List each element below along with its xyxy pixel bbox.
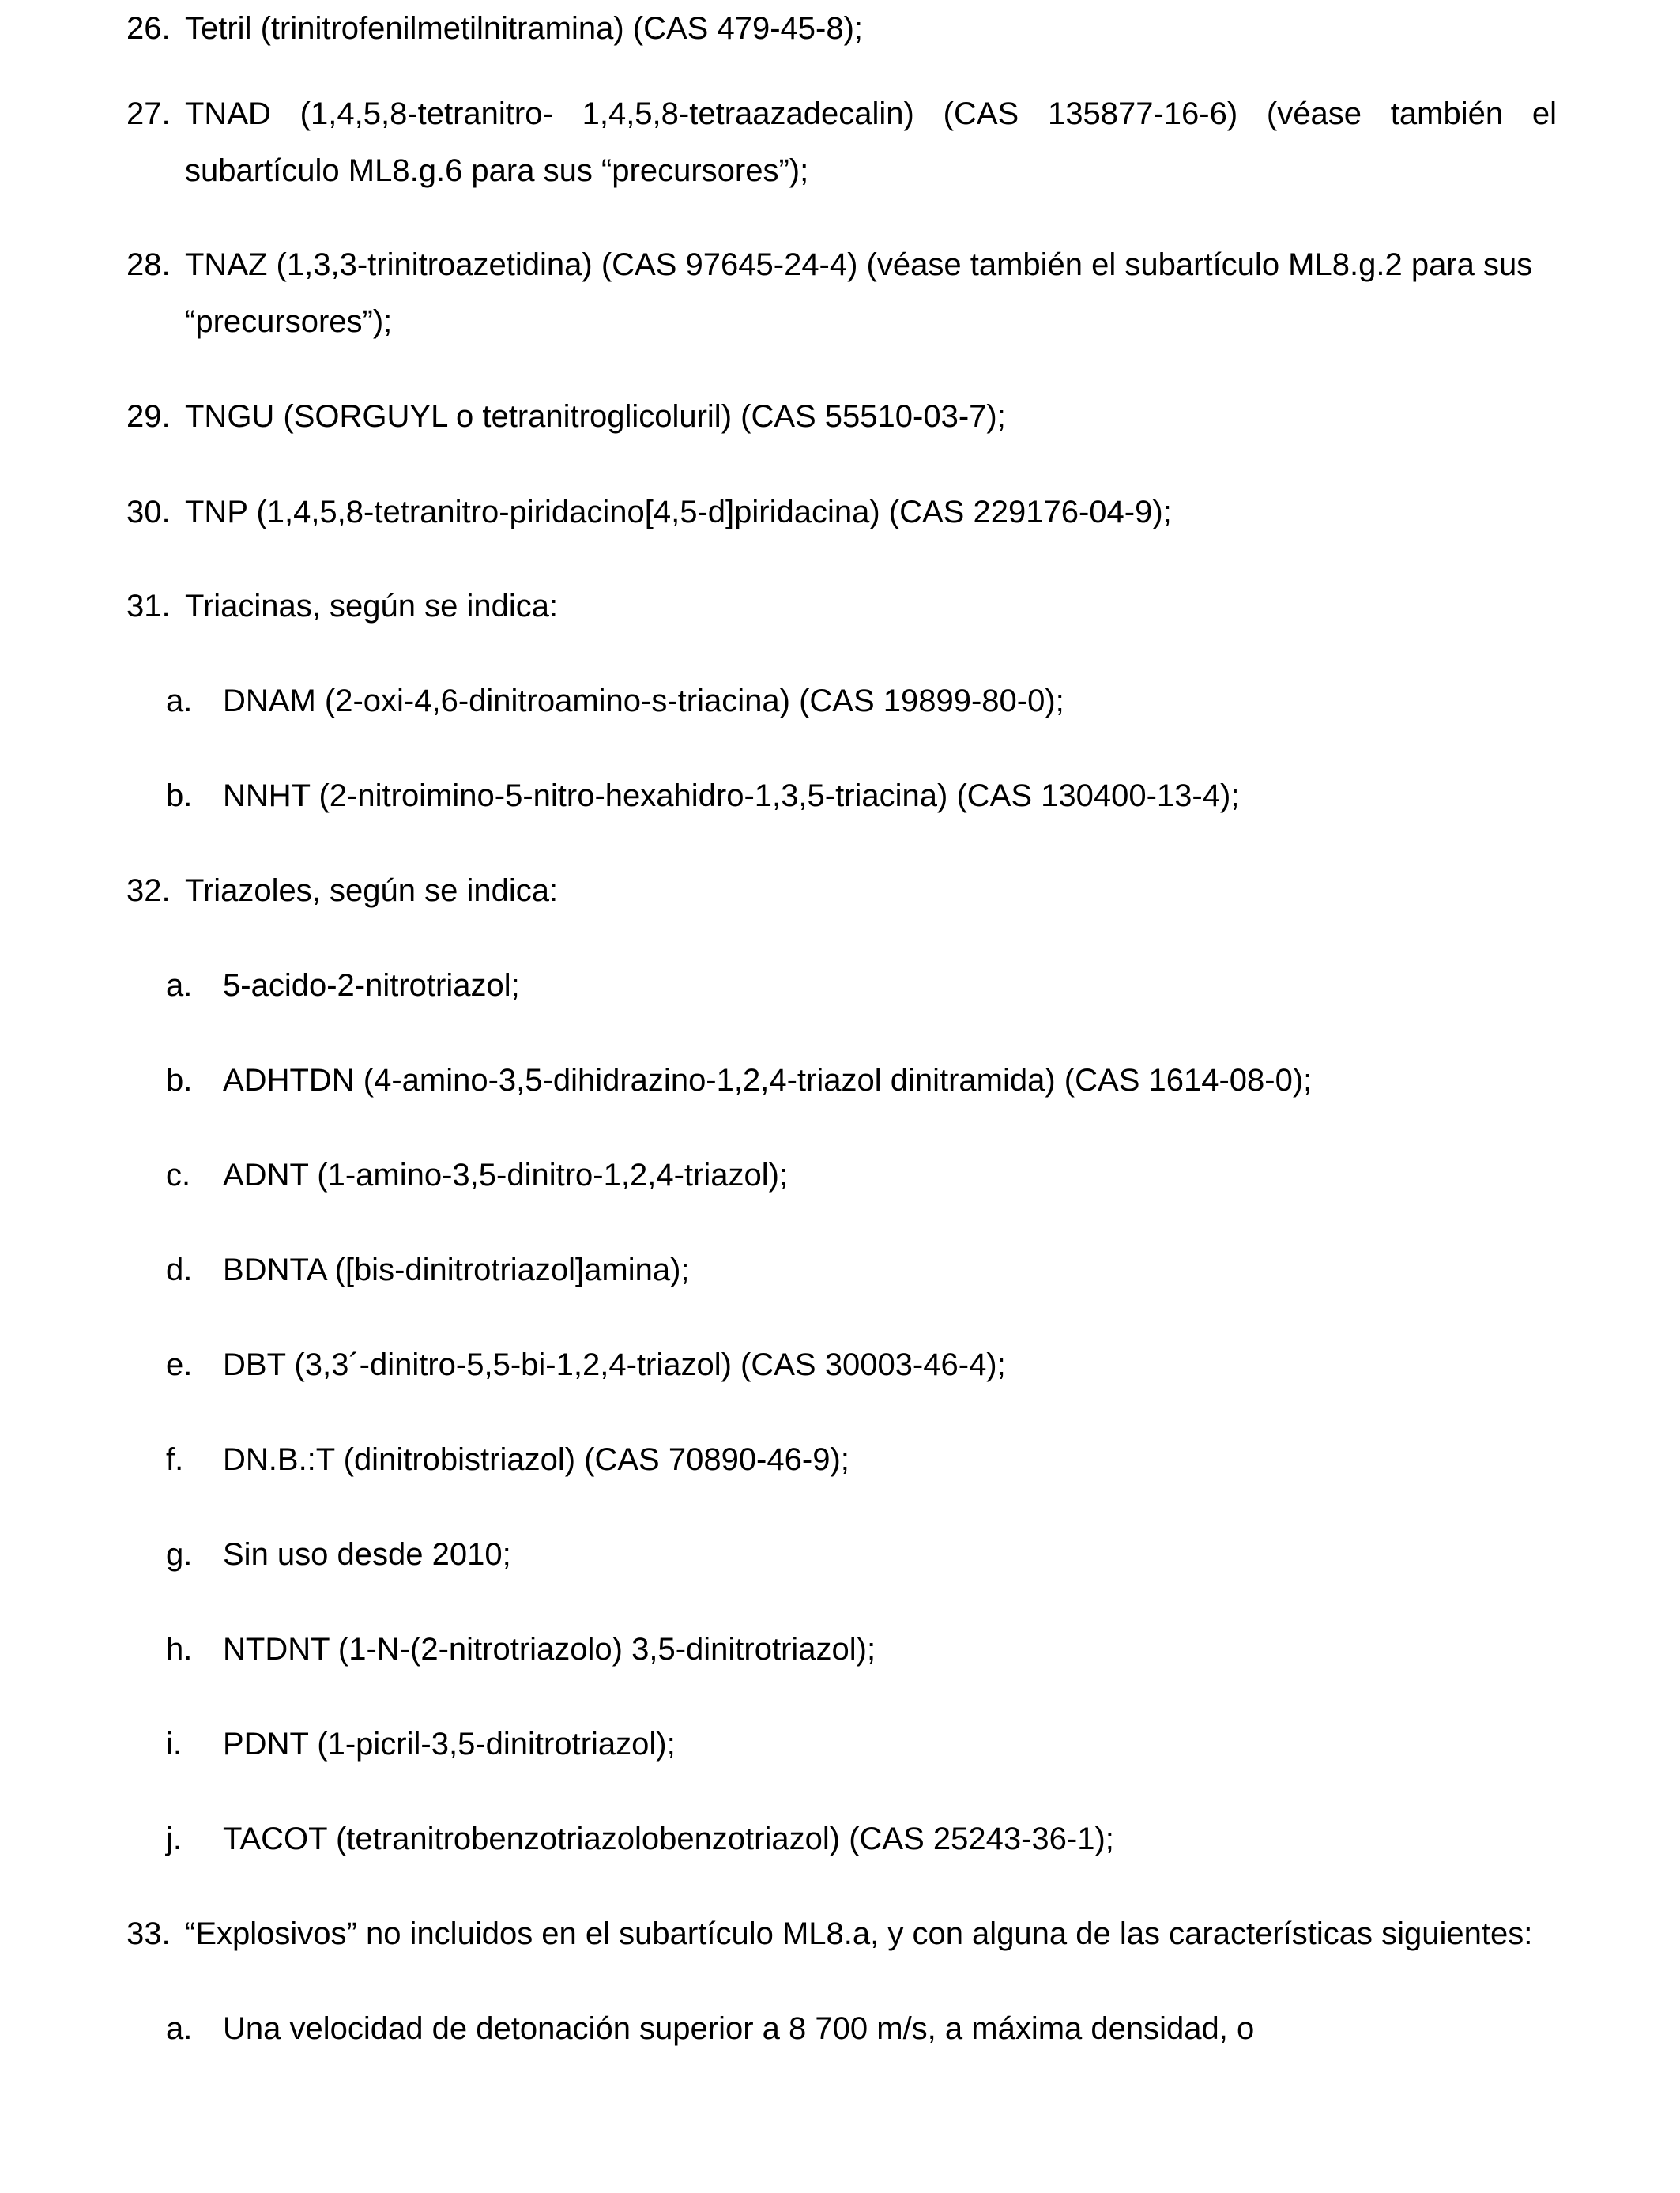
sub-item-text: Sin uso desde 2010; xyxy=(223,1537,511,1572)
item-text: TNAZ (1,3,3-trinitroazetidina) (CAS 97645-24-4) (véase también el subartículo ML8.g.2 para sus xyxy=(185,247,1533,282)
sub-item-letter: h. xyxy=(166,1632,193,1667)
sub-item-letter: b. xyxy=(166,1063,193,1098)
item-text: Tetril (trinitrofenilmetilnitramina) (CAS 479-45-8); xyxy=(185,11,864,46)
sub-item-text: 5-acido-2-nitrotriazol; xyxy=(223,968,520,1003)
item-text: Triacinas, según se indica: xyxy=(185,589,559,624)
sub-item-text: NTDNT (1-N-(2-nitrotriazolo) 3,5-dinitrotriazol); xyxy=(223,1632,876,1667)
item-number: 32. xyxy=(126,873,171,908)
sub-item-letter: b. xyxy=(166,778,193,813)
sub-item-letter: a. xyxy=(166,2011,193,2046)
item-number: 28. xyxy=(126,247,171,282)
sub-item-letter: g. xyxy=(166,1537,193,1572)
sub-item-letter: i. xyxy=(166,1727,182,1762)
sub-item-text: ADNT (1-amino-3,5-dinitro-1,2,4-triazol); xyxy=(223,1158,789,1193)
sub-item-letter: a. xyxy=(166,684,193,718)
item-number: 27. xyxy=(126,96,171,131)
sub-item-letter: f. xyxy=(166,1442,184,1477)
item-number: 26. xyxy=(126,11,171,46)
sub-item-letter: a. xyxy=(166,968,193,1003)
sub-item-text: ADHTDN (4-amino-3,5-dihidrazino-1,2,4-triazol dinitramida) (CAS 1614-08-0); xyxy=(223,1063,1313,1098)
item-text-continuation: subartículo ML8.g.6 para sus “precursores”); xyxy=(185,153,809,188)
item-number: 29. xyxy=(126,399,171,434)
sub-item-text: DN.B.:T (dinitrobistriazol) (CAS 70890-46-9); xyxy=(223,1442,849,1477)
item-text: TNGU (SORGUYL o tetranitroglicoluril) (CAS 55510-03-7); xyxy=(185,399,1006,434)
item-text-continuation: “precursores”); xyxy=(185,304,393,339)
sub-item-letter: j. xyxy=(166,1822,182,1856)
item-text: TNP (1,4,5,8-tetranitro-piridacino[4,5-d]piridacina) (CAS 229176-04-9); xyxy=(185,495,1172,529)
item-text: TNAD (1,4,5,8-tetranitro- 1,4,5,8-tetraazadecalin) (CAS 135877-16-6) (véase también el xyxy=(185,96,1557,131)
item-text: Triazoles, según se indica: xyxy=(185,873,559,908)
sub-item-letter: e. xyxy=(166,1347,193,1382)
sub-item-letter: c. xyxy=(166,1158,191,1193)
item-number: 33. xyxy=(126,1916,171,1951)
sub-item-text: DBT (3,3´-dinitro-5,5-bi-1,2,4-triazol) (CAS 30003-46-4); xyxy=(223,1347,1006,1382)
item-number: 30. xyxy=(126,495,171,529)
sub-item-letter: d. xyxy=(166,1253,193,1287)
sub-item-text: DNAM (2-oxi-4,6-dinitroamino-s-triacina) (CAS 19899-80-0); xyxy=(223,684,1064,718)
sub-item-text: PDNT (1-picril-3,5-dinitrotriazol); xyxy=(223,1727,676,1762)
sub-item-text: NNHT (2-nitroimino-5-nitro-hexahidro-1,3,5-triacina) (CAS 130400-13-4); xyxy=(223,778,1240,813)
sub-item-text: Una velocidad de detonación superior a 8 700 m/s, a máxima densidad, o xyxy=(223,2011,1255,2046)
sub-item-text: BDNTA ([bis-dinitrotriazol]amina); xyxy=(223,1253,690,1287)
item-text: “Explosivos” no incluidos en el subartículo ML8.a, y con alguna de las características siguientes: xyxy=(185,1916,1533,1951)
sub-item-text: TACOT (tetranitrobenzotriazolobenzotriazol) (CAS 25243-36-1); xyxy=(223,1822,1114,1856)
item-number: 31. xyxy=(126,589,171,624)
